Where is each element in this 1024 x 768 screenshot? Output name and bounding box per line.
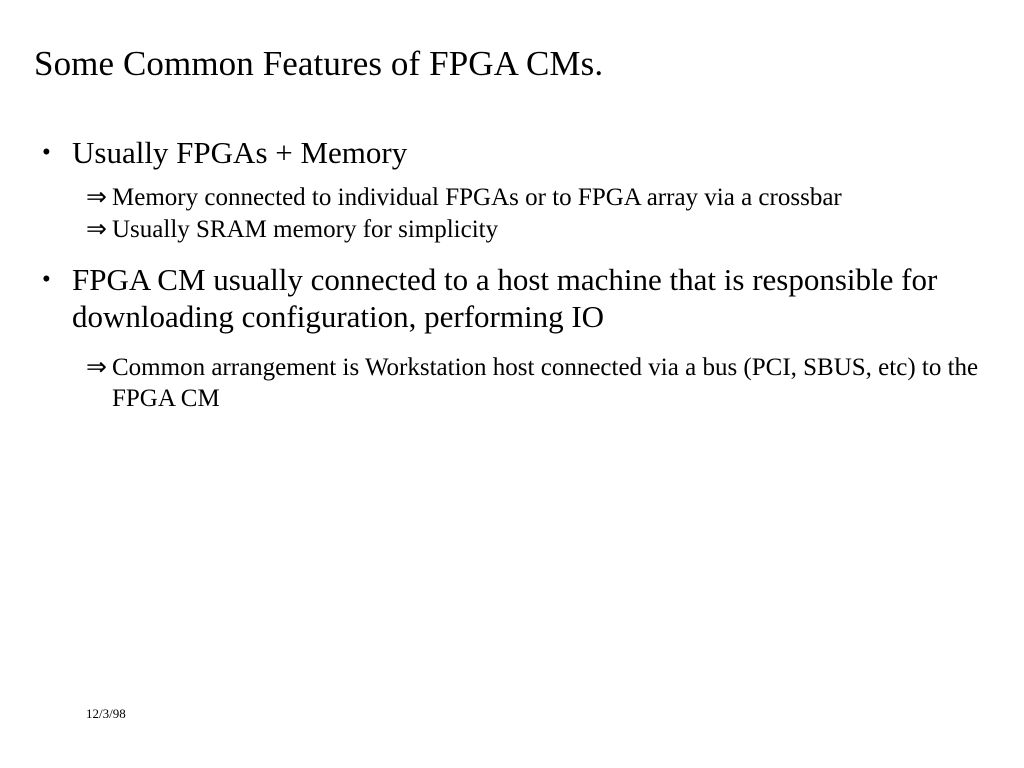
list-item-text: FPGA CM usually connected to a host machine that is responsible for downloading configuration, performing IO — [72, 261, 938, 334]
page-title: Some Common Features of FPGA CMs. — [34, 44, 604, 83]
double-arrow-icon: ⇒ — [86, 353, 107, 381]
bullet-marker-icon: • — [42, 265, 51, 293]
bullet-marker-icon: • — [42, 139, 51, 166]
list-item — [86, 352, 984, 415]
double-arrow-icon: ⇒ — [86, 216, 107, 243]
list-item-text: Usually FPGAs + Memory — [72, 135, 408, 170]
double-arrow-icon: ⇒ — [86, 183, 107, 211]
spacer — [34, 247, 984, 261]
slide-date: 12/3/98 — [86, 706, 126, 721]
list-item-text: Usually SRAM memory for simplicity — [112, 216, 499, 243]
list-item — [34, 261, 984, 336]
list-item-text: Common arrangement is Workstation host connected via a bus (PCI, SBUS, etc) to the FPGA CM — [112, 353, 979, 412]
spacer — [34, 174, 984, 182]
list-item-text: Memory connected to individual FPGAs or to FPGA array via a crossbar — [112, 183, 842, 211]
slide-body — [34, 134, 984, 416]
list-item — [34, 134, 984, 172]
list-item — [86, 214, 984, 246]
list-item — [86, 182, 984, 214]
spacer — [34, 338, 984, 352]
